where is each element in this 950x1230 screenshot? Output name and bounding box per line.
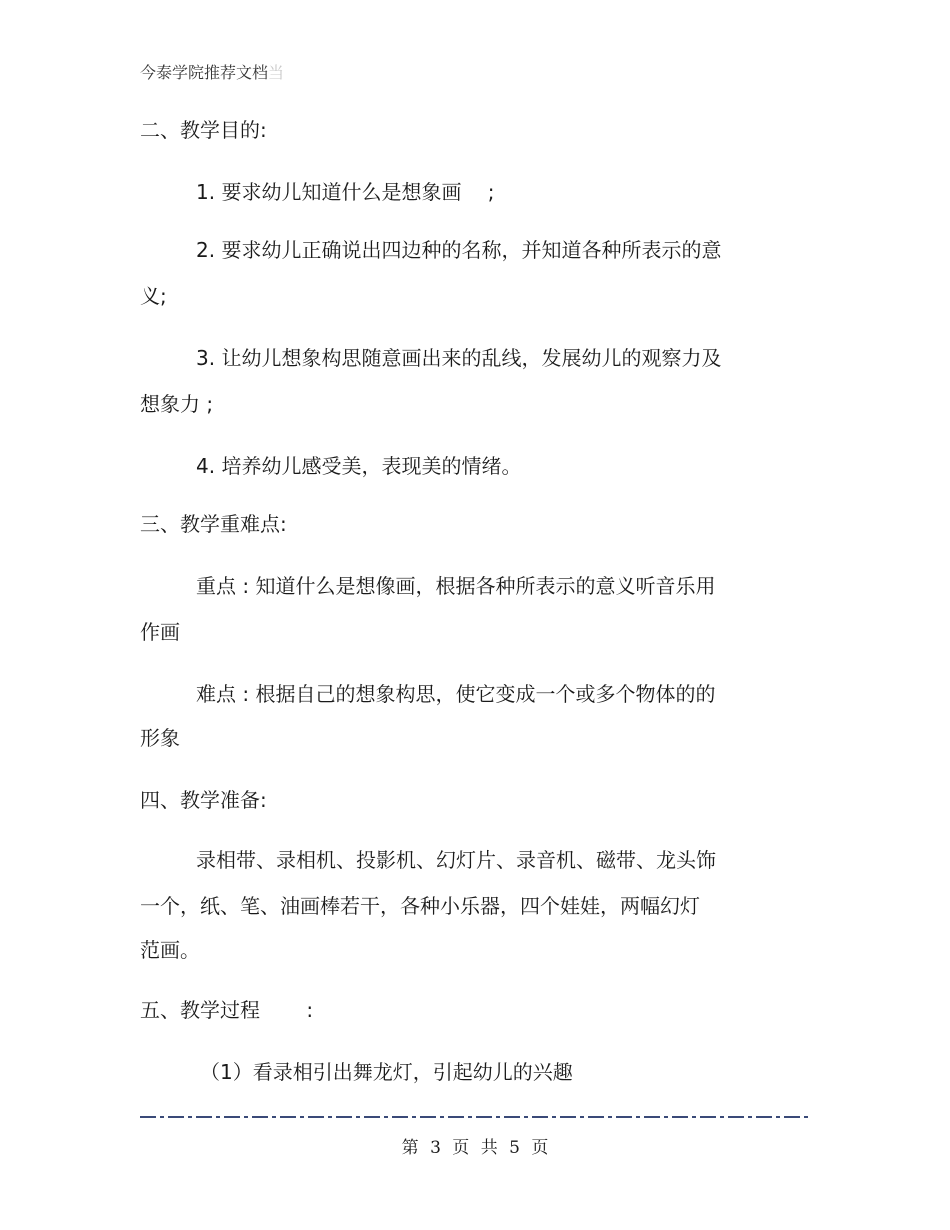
footer-divider	[140, 1116, 810, 1118]
key-point-difficulty-continued: 形象	[140, 726, 180, 750]
objective-item-2: 2. 要求幼儿正确说出四边种的名称，并知道各种所表示的意	[196, 238, 722, 262]
section-heading-objectives: 二、教学目的:	[140, 118, 267, 142]
section-heading-process: 五、教学过程 :	[140, 998, 314, 1022]
section-heading-key-points: 三、教学重难点:	[140, 512, 287, 536]
objective-item-3-continued: 想象力 ;	[140, 392, 214, 416]
header-watermark: 当	[268, 63, 285, 82]
process-step-1: （1）看录相引出舞龙灯，引起幼儿的兴趣	[200, 1060, 573, 1084]
preparation-text-line-1: 录相带、录相机、投影机、幻灯片、录音机、磁带、龙头饰	[196, 848, 716, 872]
key-point-difficulty: 难点 : 根据自己的想象构思，使它变成一个或多个物体的的	[196, 682, 716, 706]
section-heading-preparation: 四、教学准备:	[140, 788, 267, 812]
objective-item-2-continued: 义;	[140, 284, 167, 308]
page-number: 第 3 页 共 5 页	[401, 1138, 549, 1158]
objective-item-1: 1. 要求幼儿知道什么是想象画 ;	[196, 180, 495, 204]
document-header	[140, 60, 284, 83]
objective-item-4: 4. 培养幼儿感受美，表现美的情绪。	[196, 454, 522, 478]
header-text: 今泰学院推荐文档	[140, 63, 269, 82]
key-point-focus-continued: 作画	[140, 620, 180, 644]
key-point-focus: 重点 : 知道什么是想像画，根据各种所表示的意义听音乐用	[196, 574, 716, 598]
preparation-text-line-3: 范画。	[140, 938, 200, 962]
preparation-text-line-2: 一个，纸、笔、油画棒若干，各种小乐器，四个娃娃，两幅幻灯	[140, 894, 700, 918]
objective-item-3: 3. 让幼儿想象构思随意画出来的乱线，发展幼儿的观察力及	[196, 346, 722, 370]
